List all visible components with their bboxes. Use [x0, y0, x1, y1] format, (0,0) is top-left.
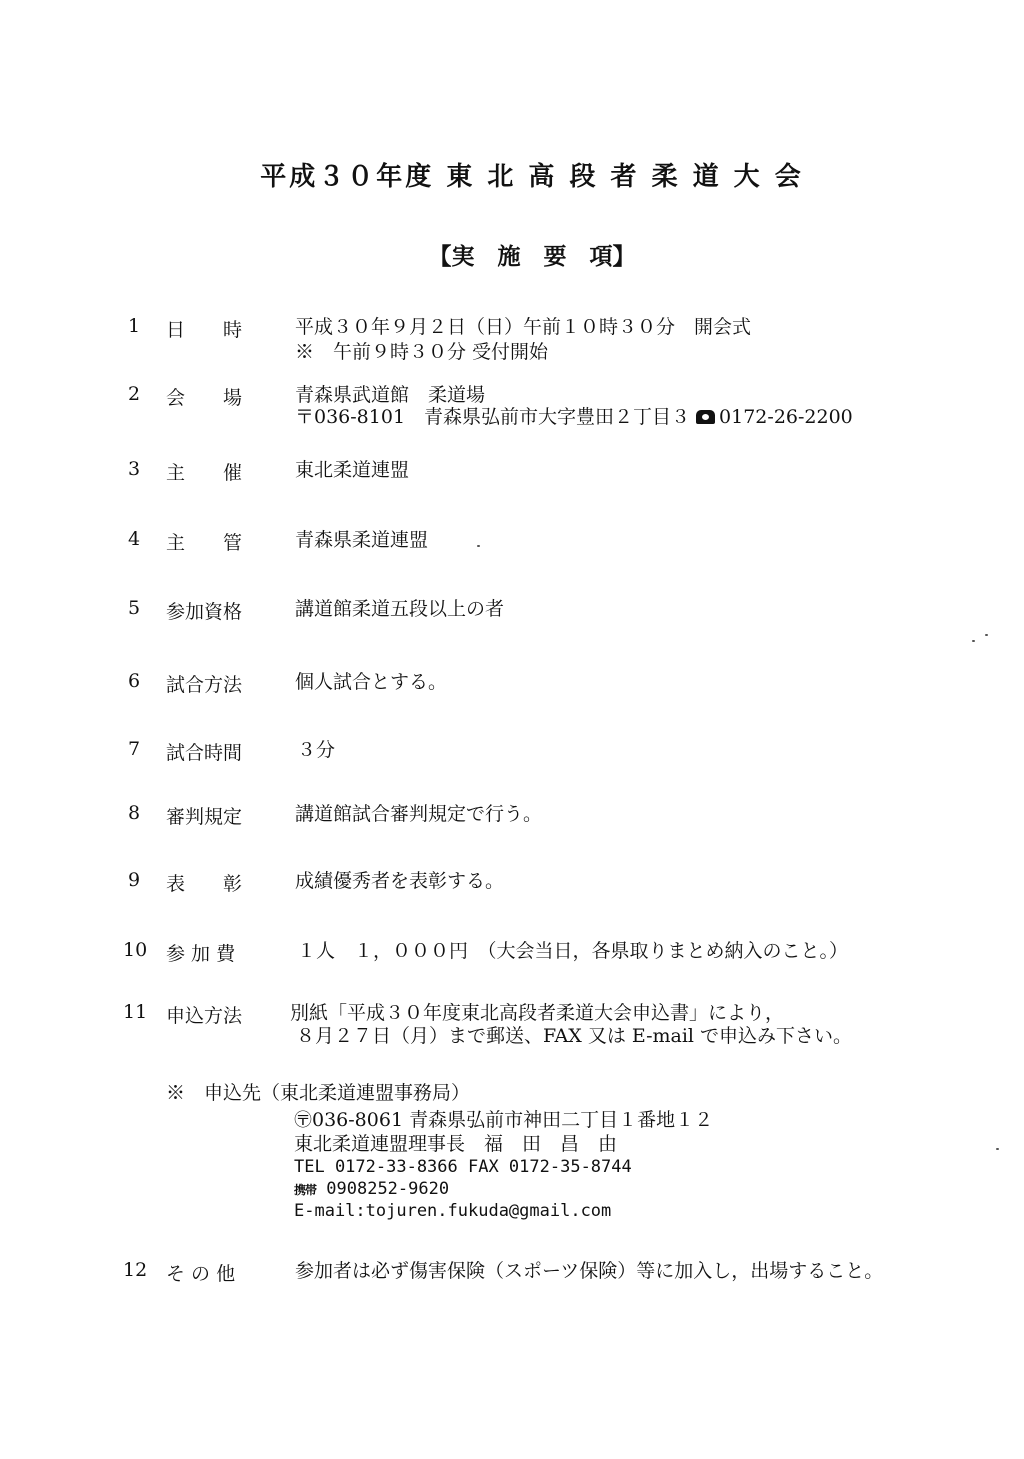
item-label: 申込方法 — [166, 1005, 243, 1027]
scan-speck — [985, 634, 988, 636]
item-label: 会 場 — [166, 387, 243, 409]
item-value: 青森県柔道連盟 — [295, 529, 429, 551]
mobile-label: 携帯 — [294, 1183, 317, 1197]
item-number: 5 — [128, 597, 141, 619]
scan-speck — [996, 1148, 999, 1150]
item-number: 7 — [128, 738, 141, 760]
item-number: 8 — [128, 802, 141, 824]
item-value: 成績優秀者を表彰する。 — [295, 870, 505, 892]
item-number: 2 — [128, 383, 141, 405]
item-label: 参 加 費 — [166, 943, 236, 965]
item-value: 平成３０年９月２日（日）午前１０時３０分 開会式 — [295, 316, 752, 338]
scan-speck — [477, 545, 480, 547]
contact-address-line — [294, 1108, 713, 1133]
item-value: 参加者は必ず傷害保険（スポーツ保険）等に加入し，出場すること。 — [295, 1260, 884, 1282]
document-subtitle: 【実 施 要 項】 — [428, 244, 636, 270]
item-label: 主 管 — [166, 532, 243, 554]
postal-mark-icon: 〶 — [294, 1110, 312, 1131]
venue-phone: 0172-26-2200 — [719, 406, 853, 428]
item-value: １人 １，０００円 （大会当日，各県取りまとめ納入のこと。） — [297, 940, 849, 962]
item-number: 10 — [123, 939, 148, 961]
item-value: 講道館試合審判規定で行う。 — [295, 803, 543, 825]
contact-mobile: 0908252-9620 — [326, 1179, 450, 1199]
item-number: 12 — [123, 1259, 148, 1281]
venue-address: 〒036-8101 青森県弘前市大字豊田２丁目３ — [295, 406, 691, 428]
item-label: 試合方法 — [166, 674, 243, 696]
item-number: 11 — [123, 1001, 148, 1023]
application-heading: ※ 申込先（東北柔道連盟事務局） — [166, 1082, 471, 1104]
item-value: 個人試合とする。 — [295, 671, 448, 693]
item-number: 4 — [128, 528, 141, 550]
item-value: 東北柔道連盟 — [295, 459, 410, 481]
item-label: 参加資格 — [166, 601, 243, 623]
item-label: 審判規定 — [166, 806, 243, 828]
contact-tel-fax: TEL 0172-33-8366 FAX 0172-35-8744 — [294, 1157, 632, 1177]
item-value: 青森県武道館 柔道場 — [295, 384, 486, 406]
item-number: 3 — [128, 458, 141, 480]
item-label: 表 彰 — [166, 873, 243, 895]
item-value: 別紙「平成３０年度東北高段者柔道大会申込書」により， — [290, 1002, 785, 1024]
item-label: 主 催 — [166, 462, 243, 484]
item-number: 1 — [128, 315, 141, 337]
contact-address: 036-8061 青森県弘前市神田二丁目１番地１２ — [312, 1109, 714, 1131]
venue-address-line — [295, 405, 853, 429]
item-number: 9 — [128, 869, 141, 891]
item-value: ８月２７日（月）まで郵送、FAX 又は E-mail で申込み下さい。 — [296, 1025, 853, 1047]
document-title: 平成３０年度 東 北 高 段 者 柔 道 大 会 — [260, 162, 804, 192]
telephone-icon — [696, 410, 715, 424]
item-label: 試合時間 — [166, 742, 243, 764]
item-value: ※ 午前９時３０分 受付開始 — [295, 341, 549, 363]
contact-email: E-mail:tojuren.fukuda@gmail.com — [294, 1201, 612, 1221]
contact-director: 東北柔道連盟理事長 福 田 昌 由 — [294, 1133, 618, 1155]
item-label: そ の 他 — [166, 1263, 236, 1285]
item-label: 日 時 — [166, 319, 243, 341]
item-value: ３分 — [297, 739, 336, 761]
item-number: 6 — [128, 670, 141, 692]
item-value: 講道館柔道五段以上の者 — [295, 598, 505, 620]
contact-mobile-line — [294, 1178, 449, 1202]
scan-speck — [972, 640, 975, 642]
